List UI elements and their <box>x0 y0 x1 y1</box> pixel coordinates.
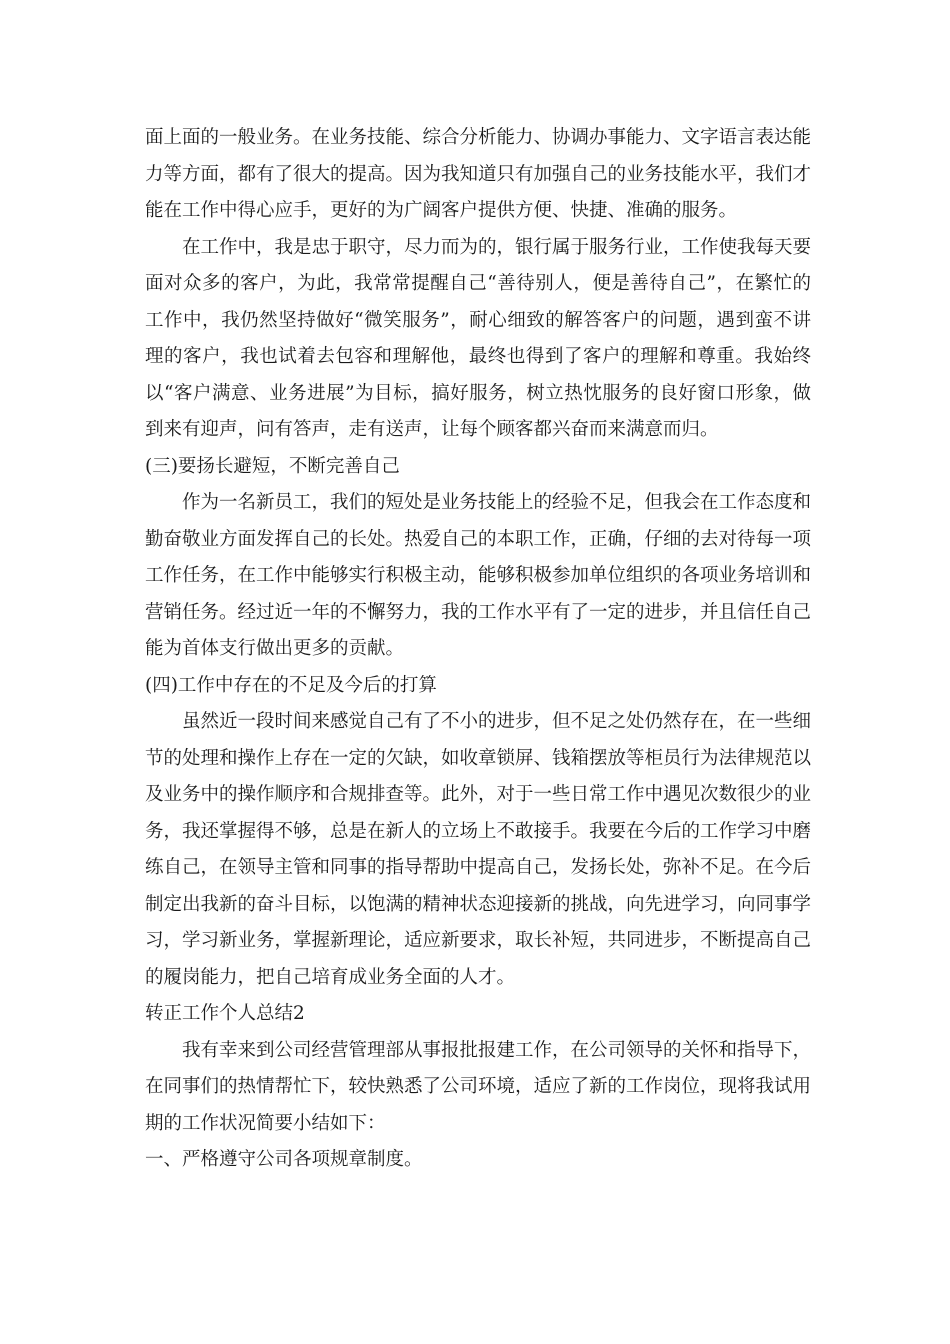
section-heading-1: 一、严格遵守公司各项规章制度。 <box>145 1149 423 1170</box>
paragraph-strengths: 作为一名新员工，我们的短处是业务技能上的经验不足，但我会在工作态度和勤奋敬业方面发挥自己的长处。热爱自己的本职工作，正确，仔细的去对待每一项工作任务，在工作中能够实行积极主动，能够积极参加单位组织的各项业务培训和营销任务。经过近一年的不懈努力，我的工作水平有了一定的进步，并且信任自己能为首体支行做出更多的贡献。 <box>145 492 812 659</box>
paragraph-service: 在工作中，我是忠于职守，尽力而为的，银行属于服务行业，工作使我每天要面对众多的客户，为此，我常常提醒自己“善待别人，便是善待自己”，在繁忙的工作中，我仍然坚持做好“微笑服务”，耐心细致的解答客户的问题，遇到蛮不讲理的客户，我也试着去包容和理解他，最终也得到了客户的理解和尊重。我始终以“客户满意、业务进展”为目标，搞好服务，树立热忱服务的良好窗口形象，做到来有迎声，问有答声，走有送声，让每个顾客都兴奋而来满意而归。 <box>145 236 812 440</box>
paragraph-intro-2: 我有幸来到公司经营管理部从事报批报建工作，在公司领导的关怀和指导下，在同事们的热情帮忙下，较快熟悉了公司环境，适应了新的工作岗位，现将我试用期的工作状况简要小结如下： <box>145 1039 812 1134</box>
section-heading-3: (三)要扬长避短，不断完善自己 <box>145 455 400 477</box>
paragraph-continued: 面上面的一般业务。在业务技能、综合分析能力、协调办事能力、文字语言表达能力等方面，都有了很大的提高。因为我知道只有加强自己的业务技能水平，我们才能在工作中得心应手，更好的为广阔客户提供方便、快捷、准确的服务。 <box>145 127 812 221</box>
document-body <box>145 120 811 1179</box>
paragraph-shortcomings: 虽然近一段时间来感觉自己有了不小的进步，但不足之处仍然存在，在一些细节的处理和操作上存在一定的欠缺，如收章锁屏、钱箱摆放等柜员行为法律规范以及业务中的操作顺序和合规排查等。此外，对于一些日常工作中遇见次数很少的业务，我还掌握得不够，总是在新人的立场上不敢接手。我要在今后的工作学习中磨练自己，在领导主管和同事的指导帮助中提高自己，发扬长处，弥补不足。在今后制定出我新的奋斗目标，以饱满的精神状态迎接新的挑战，向先进学习，向同事学习，学习新业务，掌握新理论，适应新要求，取长补短，共同进步，不断提高自己的履岗能力，把自己培育成业务全面的人才。 <box>145 711 812 988</box>
section-heading-4: (四)工作中存在的不足及今后的打算 <box>145 674 437 696</box>
summary-title-2: 转正工作个人总结2 <box>145 1003 305 1024</box>
